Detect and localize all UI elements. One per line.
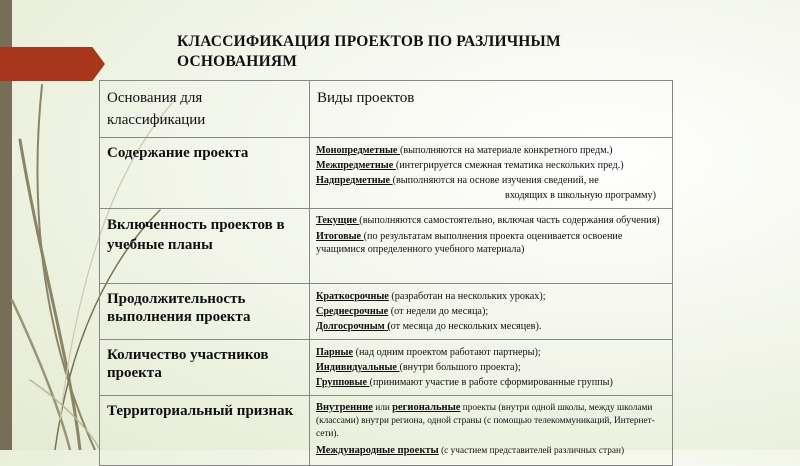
list-item: Международные проекты (с участием представителей различных стран) [316, 445, 625, 456]
list-item: Среднесрочные (от недели до месяца); [316, 306, 489, 317]
title-arrow-decoration [0, 47, 105, 81]
table-row [100, 209, 673, 284]
list-item: Итоговые (по результатам выполнения проекта оценивается освоение учащимися определенного учебного материала) [316, 231, 623, 255]
row-types [310, 284, 673, 340]
title-line-1: КЛАССИФИКАЦИЯ ПРОЕКТОВ ПО РАЗЛИЧНЫМ [177, 33, 561, 50]
table-row [100, 396, 673, 466]
header-basis: Основания для классификации [100, 81, 310, 138]
list-item: Монопредметные (выполняются на материале конкретного предм.) [316, 145, 613, 156]
list-item: Групповые (принимают участие в работе сформированные группы) [316, 377, 613, 388]
row-basis: Территориальный признак [100, 396, 310, 466]
classification-table [99, 80, 673, 466]
row-basis: Содержание проекта [100, 138, 310, 209]
row-types [310, 209, 673, 284]
list-item: Текущие (выполняются самостоятельно, включая часть содержания обучения) [316, 215, 660, 226]
table-row [100, 340, 673, 396]
row-basis: Включенность проектов в учебные планы [100, 209, 310, 284]
list-item: Межпредметные (интегрируется смежная тематика нескольких пред.) [316, 160, 624, 171]
table-row [100, 138, 673, 209]
list-item: Долгосрочным (от месяца до нескольких месяцев). [316, 321, 542, 332]
title-line-2: ОСНОВАНИЯМ [177, 53, 298, 70]
slide-title [177, 32, 561, 72]
list-item: Внутренние или региональные проекты (внутри одной школы, между школами (классами) внутри региона, одной страны (с помощью телекоммуникаций, Интернет-сети). [316, 402, 655, 439]
table-row [100, 284, 673, 340]
header-types: Виды проектов [310, 81, 673, 138]
row-types [310, 396, 673, 466]
list-item: Парные (над одним проектом работают партнеры); [316, 347, 541, 358]
table-header-row [100, 81, 673, 138]
row-basis: Продолжительность выполнения проекта [100, 284, 310, 340]
row-types [310, 340, 673, 396]
row-types [310, 138, 673, 209]
list-item: Индивидуальные (внутри большого проекта); [316, 362, 521, 373]
list-item: Краткосрочные (разработан на нескольких уроках); [316, 291, 546, 302]
row-basis: Количество участников проекта [100, 340, 310, 396]
list-item: Надпредметные (выполняются на основе изучения сведений, не входящих в школьную программу) [316, 175, 656, 201]
